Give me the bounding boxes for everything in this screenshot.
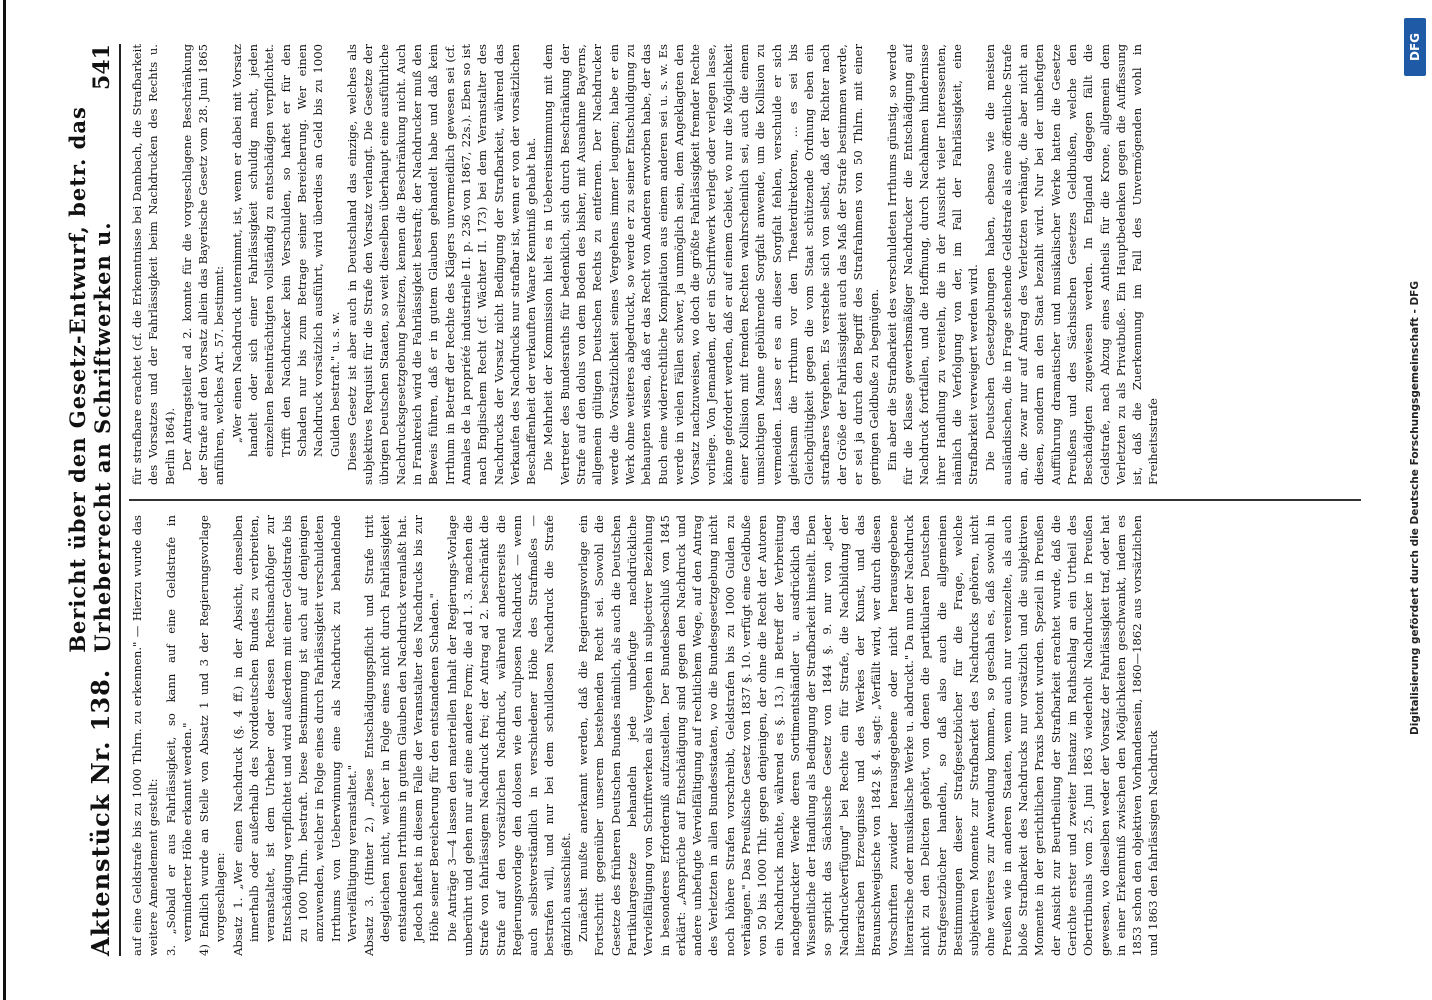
paragraph: für strafbare erachtet (cf. die Erkenntnisse bei Dambach, die Strafbarkeit des Vorsatzes und der Fahrlässigkeit beim Nachdrucken des Rechts u. Berlin 1864). [130,44,177,485]
scan-edge [3,0,6,1000]
text-column-left [129,515,1361,956]
running-title: Bericht über den Gesetz-Entwurf, betr. das Urheberrecht an Schriftwerken u. [65,106,115,653]
document-page [51,30,1381,970]
paragraph: Absatz 3. (Hinter 2.) „Diese Entschädigungspflicht und Strafe tritt desgleichen nicht, welcher in Folge eines nicht durch Fahrlässigkeit entstandenen Irrthums in gutem Glauben den Nachdruck veranlaßt hat. Jedoch haftet in diesem Falle der Veranstalter des Nachdrucks bis zur Höhe seiner Bereicherung für den entstandenen Schaden." [362,515,442,956]
paragraph: auf eine Geldstrafe bis zu 1000 Thlrn. zu erkennen." — Hierzu wurde das weitere Amendement gestellt: [130,515,161,956]
paragraph: Der Antragsteller ad 2. konnte für die vorgeschlagene Beschränkung der Strafe auf den Vorsatz allein das Bayerische Gesetz vom 28. Juni 1865 anführen, welches Art. 57. bestimmt: [179,44,227,485]
dfg-logo-icon: DFG [1404,18,1426,76]
page-number: 541 [89,44,115,90]
paragraph: 4) Endlich wurde an Stelle von Absatz 1 und 3 der Regierungsvorlage vorgeschlagen: [197,515,228,956]
text-column-right [129,44,1361,485]
page-header [65,44,121,956]
text-columns [129,44,1361,956]
paragraph: Zunächst mußte anerkannt werden, daß die Regierungsvorlage ein Fortschritt gegenüber unserem bestehenden Recht sei. Sowohl die Gesetze des früheren Deutschen Bundes nämlich, als auch die Deutschen Partikulargesetze behandeln jede unbefugte nachdrückliche Vervielfältigung von Schriftwerken als Vergehen in subjectiver Beziehung in besonderes Erforderniß aufzustellen. Der Bundesbeschluß von 1845 erklärt: „Ansprüche auf Entschädigung sind gegen den Nachdruck und andere unbefugte Vervielfältigung auf rechtlichem Wege, auf den Antrag des Verletzten in allen Bundesstaaten, wo die Bundesgesetzgebung nicht noch höhere Strafen vorschreibt, Geldstrafen bis zu 1000 Gulden zu verhängen." Das Preußische Gesetz von 1837 §. 10. verfügt eine Geldbuße von 50 bis 1000 Thlr. gegen denjenigen, der ohne die Recht der Autoren ein Nachdruck machte, während es §. 13.) in Betreff der Verbreitung nachgedruckter Werke deren Sortimentshändler u. ausdrücklich das Wissentliche der Handlung als Bedingung der Strafbarkeit hinstellt. Eben so spricht das Sächsische Gesetz von 1844 §. 9. nur von „jeder Nachdruckverfügung" bei Rechte ein für Strafe, die Nachbildung der literarischen Erzeugnisse und des Werkes der Kunst, und das Braunschweigische von 1842 §. 4. sagt: „Verfällt wird, wer durch diesen Vorschriften zuwider herausgegebene oder nicht herausgegebene literarische oder musikalische Werke u. abdruckt." Da nun der Nachdruck nicht zu den Delicten gehört, von denen die partikularen Deutschen Strafgesetzbücher handeln, so daß also auch die allgemeinen Bestimmungen dieser Strafgesetzbücher für die Frage, welche subjektiven Momente zur Strafbarkeit des Nachdrucks gehören, nicht ohne weiteres zur Anwendung kommen, so geschah es, daß sowohl in Preußen wie in anderen Staaten, wenn auch nur vereinzelte, als auch bloße Strafbarkeit des Nachdrucks nur vorsätzlich und die subjektiven Momente in der gerichtlichen Praxis betont wurden. Speziell in Preußen der Ansicht zur Beurtheilung der Strafbarkeit erachtet wurde, daß die Gerichte erster und zweiter Instanz im Rathschlag an ein Urtheil des Obertribunals vom 25. Juni 1863 wiederholt Nachdrucker in Preußen gewesen, wo dieselben weder der Vorsatz der Fahrlässigkeit traf, oder hat in einer Erkenntniß zwischen den Möglichkeiten geschwankt, indem es 1853 schon den objektiven Vorhandensein, 1860—1862 aus vorsätzlichen und 1863 den fahrlässigen Nachdruck [576,515,1161,956]
paragraph: Dieses Gesetz ist aber auch in Deutschland das einzige, welches als subjektives Requisit für die Strafe den Vorsatz verlangt. Die Gesetze der übrigen Deutschen Staaten, so weit dieselben überhaupt eine ausführliche Nachdrucksgesetzgebung besitzen, kennen die Beschränkung nicht. Auch in Frankreich wird die Fahrlässigkeit bestraft; der Nachdrucker muß den Beweis führen, daß er in gutem Glauben gehandelt habe und daß kein Irrthum in Betreff der Rechte des Klägers unvermeidlich gewesen sei (cf. Annales de la propriété industrielle II. p. 236 von 1867, 22s.). Eben so ist nach Englischem Recht (cf. Wächter II. 173) bei dem Veranstalter des Nachdrucks der Vorsatz nicht Bedingung der Strafbarkeit, während das Verkaufen des Nachdrucks nur strafbar ist, wenn er von der vorsätzlichen Beschaffenheit der verkauften Waare Kenntniß gehabt hat. [344,44,539,485]
quotation: „Wer einen Nachdruck unternimmt, ist, wenn er dabei mit Vorsatz handelt oder sich einer Fahrlässigkeit schuldig macht, jeden einzelnen Beeinträchtigten vollständig zu entschädigen verpflichtet. Trifft den Nachdrucker kein Verschulden, so haftet er für den Schaden nur bis zum Betrage seiner Bereicherung. Wer einen Nachdruck vorsätzlich ausführt, wird überdies an Geld bis zu 1000 Gulden bestraft." u. s. w. [229,44,342,457]
paragraph: Ein aber die Strafbarkeit des verschuldeten Irrthums günstig, so werde für die Klasse gewerbsmäßiger Nachdrucker die Entschädigung auf Nachdruck fortfallen, und die Hoffnung, durch Nachahmen hindernisse ihrer Handlung zu vereiteln, die in der Aussicht vieler Interessenten, nämlich die Verfolgung von der, im Fall der Fahrlässigkeit, eine Strafbarkeit verweigert werden wird. [884,44,981,485]
paragraph: 3. „Sobald er aus Fahrlässigkeit, so kann auf eine Geldstrafe in verminderter Höhe erkannt werden." [163,515,194,956]
credit-text: Digitalisierung gefördert durch die Deutsche Forschungsgemeinschaft - DFG [1409,281,1421,735]
column-divider [129,499,1361,501]
digitization-credit [1402,8,1428,992]
paragraph: Die Deutschen Gesetzgebungen haben, ebenso wie die meisten ausländischen, die in Frage stehende Geldstrafe als eine öffentliche Strafe an, die zwar nur auf Antrag des Verletzten verhängt, die aber nicht an diesen, sondern an den Staat bezahlt wird. Nur bei der unbefugten Aufführung dramatischer und musikalischer Werke hatten die Gesetze Preußens und des Sächsischen Gesetzes Geldbußen, welche den Beschädigten zugewiesen werden. In England dagegen fällt die Geldstrafe, nach Abzug eines Antheils für die Krone, allgemein dem Verletzten zu als Privatbuße. Ein Hauptbedenken gegen die Auffassung ist, daß die Zuerkennung im Fall des Unvermögenden wohl in Freiheitsstrafe [983,44,1161,485]
paragraph: Die Anträge 3—4 lassen den materiellen Inhalt der Regierungs-Vorlage unberührt und gehen nur auf eine andere Form; die ad 1. 3. machen die Strafe von fahrlässigem Nachdruck frei; der Antrag ad 2. beschränkt die Strafe auf den vorsätzlichen Nachdruck, während andererseits die Regierungsvorlage den dolosen wie den culposen Nachdruck — wenn auch selbstverständlich in verschiedener Höhe des Strafmaßes — bestrafen will, und nur bei dem schuldlosen Nachdruck die Strafe gänzlich ausschließt. [444,515,573,956]
paragraph: Die Mehrheit der Kommission hielt es in Uebereinstimmung mit dem Vertreter des Bundesraths für bedenklich, sich durch Beschränkung der Strafe auf den dolus von dem Boden des bisher, mit Ausnahme Bayerns, allgemein gültigen Deutschen Rechts zu entfernen. Der Nachdrucker werde die Vorsätzlichkeit seines Vergehens immer leugnen; habe er ein Werk ohne weiteres abgedruckt, so werde er zu seiner Entschuldigung zu behaupten wissen, daß er das Recht von Anderen erworben habe, der das Buch eine widerrechtliche Kompilation aus einem anderen sei u. s. w. Es werde in vielen Fällen schwer, ja unmöglich sein, dem Angeklagten den Vorsatz nachzuweisen, wo doch die größte Fahrlässigkeit fremder Rechte vorliege. Von Jemandem, der ein Schriftwerk verlegt oder verlegen lasse, könne gefordert werden, daß er auf einem Gebiet, wo nur die Möglichkeit einer Kollision mit fremden Rechten wahrscheinlich sei, auch die einem umsichtigen Manne gebührende Sorgfalt anwende, um die Kollision zu vermeiden. Lasse er es an dieser Sorgfalt fehlen, verschulde er sich gleichsam die Irrthum vor den Theaterdirektoren, ... es sei bis Gleichgültigkeit gegen die vom Staat schützende Ordnung eben ein strafbares Vergehen. Es verstehe sich von selbst, daß der Richter nach der Größe der Fahrlässigkeit auch das Maß der Strafe bestimmen werde, er sei ja durch den Begriff des Strafrahmens von 50 Thlrn. mit einer geringen Geldbuße zu begnügen. [541,44,882,485]
paragraph: Absatz 1. „Wer einen Nachdruck (§. 4 ff.) in der Absicht, denselben innerhalb oder außerhalb des Norddeutschen Bundes zu verbreiten, veranstaltet, ist dem Urheber oder dessen Rechtsnachfolger zur Entschädigung verpflichtet und wird außerdem mit einer Geldstrafe bis zu 1000 Thlrn. bestraft. Diese Bestimmung ist auch auf denjenigen anzuwenden, welcher in Folge eines durch Fahrlässigkeit verschuldeten Irrthums von Ueberwinnung eine als Nachdruck zu behandelnde Vervielfältigung veranstaltet." [230,515,359,956]
document-number: Aktenstück Nr. 138. [86,668,115,956]
